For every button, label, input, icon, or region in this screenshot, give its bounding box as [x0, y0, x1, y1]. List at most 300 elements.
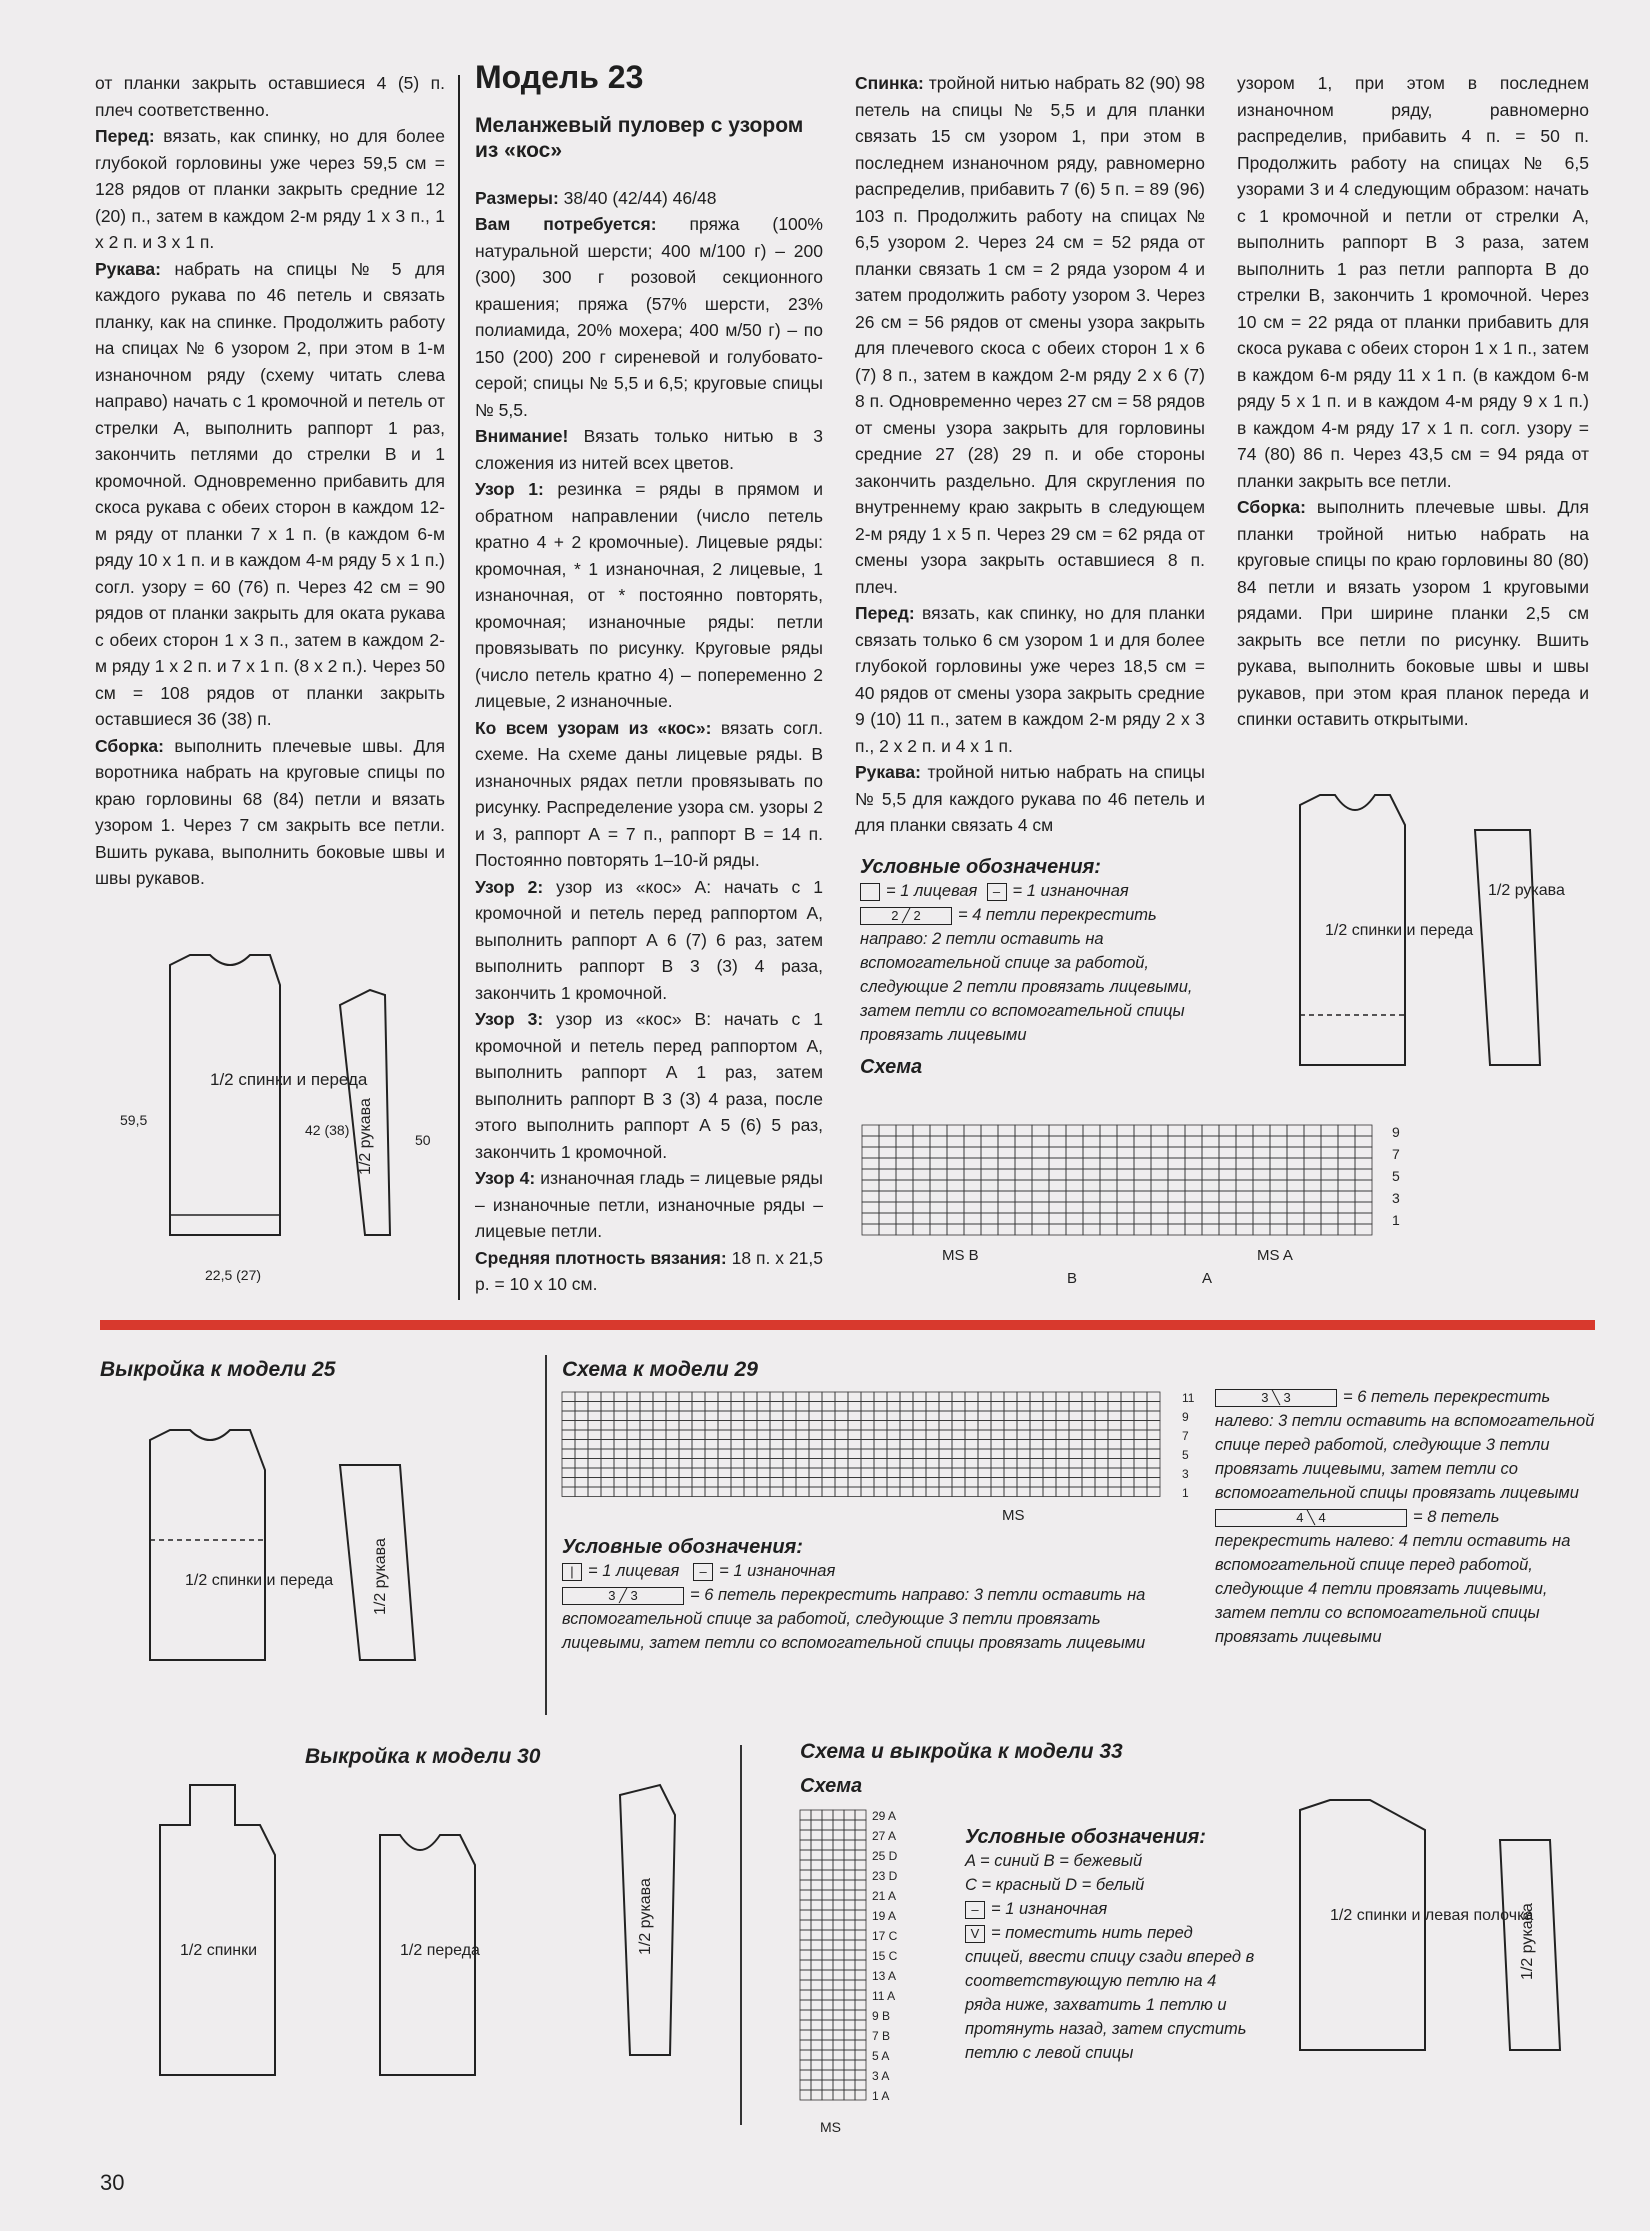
- chart29-cell: [965, 1449, 978, 1459]
- chart29-cell: [627, 1449, 640, 1459]
- chart29-cell: [1017, 1468, 1030, 1478]
- chart29-cell: [744, 1487, 757, 1497]
- model-title: Модель 23: [475, 59, 644, 95]
- chart29-cell: [1069, 1487, 1082, 1497]
- chart23-cell: [896, 1169, 913, 1180]
- chart33-cell: [800, 2010, 811, 2020]
- chart23-cell: [947, 1213, 964, 1224]
- chart29-cell: [965, 1459, 978, 1469]
- chart29-cell: [796, 1421, 809, 1431]
- chart23-cell: [1015, 1224, 1032, 1235]
- chart23-cell: [1355, 1191, 1372, 1202]
- chart29-cell: [1017, 1392, 1030, 1402]
- chart29-cell: [809, 1430, 822, 1440]
- chart29-cell: [692, 1440, 705, 1450]
- chart29-cell: [601, 1421, 614, 1431]
- chart29-cell: [1121, 1402, 1134, 1412]
- chart23-cell: [1355, 1224, 1372, 1235]
- chart23-row-label: 3: [1392, 1190, 1400, 1206]
- pattern-model33: [1270, 1750, 1600, 2090]
- chart29-cell: [770, 1487, 783, 1497]
- chart29-cell: [783, 1487, 796, 1497]
- chart33-cell: [800, 2050, 811, 2060]
- chart23-cell: [1100, 1191, 1117, 1202]
- chart23-cell: [879, 1224, 896, 1235]
- model30-piece3: 1/2 рукава: [637, 1878, 654, 1955]
- chart29-cell: [1108, 1440, 1121, 1450]
- chart29-cell: [809, 1411, 822, 1421]
- chart23-cell: [930, 1224, 947, 1235]
- chart33-cell: [855, 1950, 866, 1960]
- chart23-cell: [981, 1191, 998, 1202]
- chart23-cell: [1355, 1125, 1372, 1136]
- chart23-cell: [1100, 1202, 1117, 1213]
- chart29-cell: [1043, 1421, 1056, 1431]
- chart33-row-label: 25 D: [872, 1849, 898, 1863]
- chart23-cell: [998, 1136, 1015, 1147]
- chart29-cell: [653, 1468, 666, 1478]
- chart33-cell: [844, 1840, 855, 1850]
- chart29-cell: [900, 1459, 913, 1469]
- chart29-cell: [1030, 1430, 1043, 1440]
- pattern-model25: [100, 1400, 480, 1710]
- chart29-cell: [874, 1478, 887, 1488]
- chart33-cell: [844, 1860, 855, 1870]
- chart23-cell: [1253, 1158, 1270, 1169]
- chart23-cell: [1134, 1191, 1151, 1202]
- chart23-cell: [1168, 1147, 1185, 1158]
- chart29-cell: [1043, 1449, 1056, 1459]
- chart33-cell: [811, 2040, 822, 2050]
- chart29-cell: [588, 1392, 601, 1402]
- chart33-cell: [844, 1920, 855, 1930]
- chart23-cell: [1338, 1147, 1355, 1158]
- col1-p2-label: Перед:: [95, 126, 155, 146]
- chart29-cell: [939, 1421, 952, 1431]
- legend-model29-right: [1215, 1385, 1595, 1649]
- chart29-cell: [575, 1478, 588, 1488]
- chart29-cell: [1043, 1392, 1056, 1402]
- chart29-cell: [1030, 1487, 1043, 1497]
- chart29-cell: [939, 1440, 952, 1450]
- chart33-cell: [855, 1820, 866, 1830]
- column-4: [1237, 70, 1589, 733]
- chart23-cell: [1304, 1147, 1321, 1158]
- chart29-cell: [991, 1430, 1004, 1440]
- chart23-cell: [913, 1224, 930, 1235]
- chart29-cell: [965, 1478, 978, 1488]
- dim-22: 22,5 (27): [205, 1267, 262, 1283]
- chart23-cell: [1168, 1191, 1185, 1202]
- chart23-cell: [930, 1213, 947, 1224]
- chart29-cell: [757, 1487, 770, 1497]
- chart23-cell: [1321, 1169, 1338, 1180]
- chart29-cell: [1069, 1392, 1082, 1402]
- chart29-cell: [1004, 1392, 1017, 1402]
- chart33-cell: [833, 2070, 844, 2080]
- purl29-icon: –: [693, 1563, 713, 1581]
- chart33-cell: [800, 1840, 811, 1850]
- chart33-cell: [822, 1850, 833, 1860]
- chart29-cell: [822, 1402, 835, 1412]
- column-2: [475, 59, 824, 1298]
- chart23-cell: [1287, 1191, 1304, 1202]
- chart29-cell: [1121, 1487, 1134, 1497]
- chart29-cell: [627, 1459, 640, 1469]
- chart23-cell: [1253, 1136, 1270, 1147]
- chart29-cell: [1134, 1487, 1147, 1497]
- chart29-cell: [952, 1487, 965, 1497]
- chart23-cell: [1270, 1136, 1287, 1147]
- chart29-cell: [1043, 1478, 1056, 1488]
- chart23-cell: [1236, 1213, 1253, 1224]
- chart29-cell: [874, 1430, 887, 1440]
- chart23-cell: [1355, 1180, 1372, 1191]
- chart29-cell: [809, 1440, 822, 1450]
- chart29-cell: [991, 1478, 1004, 1488]
- dim-42: 42 (38): [305, 1122, 350, 1138]
- chart29-cell: [1017, 1430, 1030, 1440]
- chart33-cell: [833, 1920, 844, 1930]
- body-outline: [170, 955, 280, 1235]
- chart33-cell: [855, 2050, 866, 2060]
- chart33-cell: [844, 1980, 855, 1990]
- chart29-cell: [1108, 1487, 1121, 1497]
- chart29-cell: [913, 1392, 926, 1402]
- chart33-cell: [833, 1850, 844, 1860]
- chart29-cell: [575, 1402, 588, 1412]
- chart23-cell: [1100, 1147, 1117, 1158]
- chart23-cell: [913, 1169, 930, 1180]
- chart23-cell: [1151, 1224, 1168, 1235]
- chart23-cell: [896, 1202, 913, 1213]
- chart29-cell: [757, 1449, 770, 1459]
- chart33-cell: [811, 2020, 822, 2030]
- chart33-cell: [800, 1970, 811, 1980]
- chart29-cell: [1108, 1430, 1121, 1440]
- chart29-cell: [939, 1449, 952, 1459]
- chart33-cell: [833, 2040, 844, 2050]
- chart23-cell: [1168, 1180, 1185, 1191]
- chart23-cell: [947, 1136, 964, 1147]
- chart29-cell: [939, 1392, 952, 1402]
- chart33-cell: [822, 1870, 833, 1880]
- chart29-cell: [627, 1478, 640, 1488]
- chart29-cell: [939, 1459, 952, 1469]
- chart29-cell: [666, 1468, 679, 1478]
- chart33-cell: [833, 1950, 844, 1960]
- chart23-cell: [1253, 1169, 1270, 1180]
- chart29-cell: [666, 1430, 679, 1440]
- chart33-ms: MS: [820, 2119, 841, 2135]
- chart33-cell: [800, 1890, 811, 1900]
- chart33-cell: [822, 1920, 833, 1930]
- chart29-cell: [874, 1411, 887, 1421]
- chart33-row-label: 29 A: [872, 1809, 897, 1823]
- chart29-cell: [913, 1459, 926, 1469]
- legend-model23: [860, 855, 1215, 1079]
- chart29-cell: [1134, 1478, 1147, 1488]
- chart33-cell: [800, 1820, 811, 1830]
- chart33-cell: [844, 2070, 855, 2080]
- chart29-cell: [978, 1487, 991, 1497]
- chart33-cell: [822, 1930, 833, 1940]
- chart23-cell: [1338, 1213, 1355, 1224]
- chart33-cell: [855, 1980, 866, 1990]
- chart23-cell: [964, 1202, 981, 1213]
- chart33-row-label: 3 A: [872, 2069, 890, 2083]
- chart23-cell: [930, 1125, 947, 1136]
- chart29-cell: [588, 1430, 601, 1440]
- chart29-cell: [1147, 1440, 1160, 1450]
- chart23-cell: [1304, 1169, 1321, 1180]
- chart29-cell: [1069, 1468, 1082, 1478]
- chart33-row-label: 21 A: [872, 1889, 897, 1903]
- column-1: [95, 70, 445, 892]
- chart29-cell: [965, 1411, 978, 1421]
- model25-title: Выкройка к модели 25: [100, 1358, 336, 1381]
- u4-label: Узор 4:: [475, 1168, 536, 1188]
- chart29-cell: [1043, 1402, 1056, 1412]
- chart29-cell: [757, 1392, 770, 1402]
- need-label: Вам потребуется:: [475, 214, 657, 234]
- chart23-cell: [1032, 1147, 1049, 1158]
- chart29-cell: [1082, 1468, 1095, 1478]
- model30-title: Выкройка к модели 30: [305, 1745, 541, 1768]
- legend29-title: Условные обозначения:: [562, 1536, 803, 1558]
- chart29-cell: [718, 1392, 731, 1402]
- chart29-cell: [1095, 1392, 1108, 1402]
- chart29-cell: [783, 1468, 796, 1478]
- divider-30-33: [740, 1745, 742, 2125]
- col1-p4: выполнить плечевые швы. Для воротника набрать на круговые спицы по краю горловины 68 (84) петли и вязать узором 1. Через 7 см закрыть все петли. Вшить рукава, выполнить боковые швы и швы рукавов.: [95, 735, 445, 888]
- chart33-cell: [855, 1990, 866, 2000]
- chart23-cell: [964, 1136, 981, 1147]
- chart23-cell: [1338, 1125, 1355, 1136]
- chart23-cell: [930, 1169, 947, 1180]
- chart29-cell: [666, 1478, 679, 1488]
- chart23-cell: [862, 1224, 879, 1235]
- chart29-cell: [978, 1402, 991, 1412]
- chart29-cell: [874, 1487, 887, 1497]
- chart29-cell: [653, 1440, 666, 1450]
- body-label: 1/2 спинки и переда: [210, 1070, 368, 1089]
- chart29-cell: [874, 1468, 887, 1478]
- chart23-cell: [1270, 1213, 1287, 1224]
- chart29-cell: [1082, 1459, 1095, 1469]
- chart29-cell: [679, 1459, 692, 1469]
- chart29-cell: [939, 1468, 952, 1478]
- chart29-cell: [770, 1468, 783, 1478]
- chart33-cell: [844, 1890, 855, 1900]
- chart29-cell: [744, 1449, 757, 1459]
- chart29-cell: [913, 1421, 926, 1431]
- sizes-label: Размеры:: [475, 187, 559, 208]
- chart23-cell: [1202, 1136, 1219, 1147]
- chart29-cell: [809, 1487, 822, 1497]
- chart29-cell: [562, 1468, 575, 1478]
- chart33-cell: [833, 1910, 844, 1920]
- chart29-cell: [1121, 1449, 1134, 1459]
- chart29-cell: [718, 1430, 731, 1440]
- legend33-colors2: C = красный D = белый: [965, 1876, 1145, 1894]
- chart29-cell: [1108, 1459, 1121, 1469]
- chart23-cell: [1338, 1158, 1355, 1169]
- chart23-cell: [1066, 1158, 1083, 1169]
- chart29-cell: [900, 1392, 913, 1402]
- chart29-cell: [601, 1411, 614, 1421]
- chart29-cell: [926, 1468, 939, 1478]
- chart23-cell: [930, 1180, 947, 1191]
- chart33-cell: [833, 2000, 844, 2010]
- chart23-cell: [1185, 1213, 1202, 1224]
- chart29-cell: [718, 1459, 731, 1469]
- chart23-cell: [998, 1191, 1015, 1202]
- chart29-cell: [679, 1421, 692, 1431]
- chart29-cell: [653, 1392, 666, 1402]
- chart29-cell: [1030, 1459, 1043, 1469]
- chart33-cell: [800, 2090, 811, 2100]
- chart29-cell: [1017, 1449, 1030, 1459]
- chart29-cell: [978, 1430, 991, 1440]
- chart29-cell: [744, 1392, 757, 1402]
- chart23-cell: [964, 1125, 981, 1136]
- chart29-cell: [731, 1468, 744, 1478]
- chart29-cell: [601, 1478, 614, 1488]
- chart23-cell: [1083, 1136, 1100, 1147]
- chart29-cell: [848, 1402, 861, 1412]
- chart29-cell: [809, 1421, 822, 1431]
- chart33-cell: [822, 2040, 833, 2050]
- chart33-cell: [855, 1830, 866, 1840]
- chart29-cell: [835, 1430, 848, 1440]
- chart29-cell: [835, 1421, 848, 1431]
- chart29-cell: [718, 1402, 731, 1412]
- chart23-cell: [1032, 1224, 1049, 1235]
- chart33-cell: [822, 1880, 833, 1890]
- chart29-cell: [588, 1459, 601, 1469]
- chart33-cell: [811, 1920, 822, 1930]
- chart29-cell: [640, 1468, 653, 1478]
- chart33-row-label: 23 D: [872, 1869, 898, 1883]
- chart23-cell: [1083, 1125, 1100, 1136]
- chart33-cell: [822, 1900, 833, 1910]
- chart29-cell: [1004, 1411, 1017, 1421]
- chart29-cell: [640, 1402, 653, 1412]
- chart23-cell: [1219, 1158, 1236, 1169]
- chart23-cell: [1304, 1213, 1321, 1224]
- chart33-cell: [822, 2080, 833, 2090]
- chart29-row-label: 5: [1182, 1448, 1189, 1462]
- chart23-cell: [1151, 1158, 1168, 1169]
- chart23-cell: [1338, 1191, 1355, 1202]
- chart29-cell: [1069, 1459, 1082, 1469]
- chart23-cell: [1304, 1202, 1321, 1213]
- chart23-cell: [1287, 1180, 1304, 1191]
- chart29-cell: [822, 1449, 835, 1459]
- chart23-cell: [1032, 1180, 1049, 1191]
- chart23-cell: [1219, 1213, 1236, 1224]
- chart29-cell: [861, 1459, 874, 1469]
- chart29-cell: [757, 1421, 770, 1431]
- chart29-cell: [900, 1449, 913, 1459]
- chart29-cell: [1082, 1449, 1095, 1459]
- chart29-cell: [757, 1402, 770, 1412]
- chart29-cell: [562, 1402, 575, 1412]
- chart29-cell: [1108, 1392, 1121, 1402]
- sleeve-label: 1/2 рукава: [357, 1098, 374, 1175]
- chart29-cell: [770, 1392, 783, 1402]
- chart23-cell: [1304, 1136, 1321, 1147]
- chart29-cell: [1134, 1402, 1147, 1412]
- chart23-cell: [1066, 1180, 1083, 1191]
- chart29-cell: [770, 1449, 783, 1459]
- chart29-cell: [705, 1487, 718, 1497]
- chart29-cell: [835, 1487, 848, 1497]
- chart33-cell: [822, 1940, 833, 1950]
- chart33-cell: [844, 1960, 855, 1970]
- chart29-cell: [1082, 1440, 1095, 1450]
- chart29-cell: [926, 1459, 939, 1469]
- chart29-cell: [874, 1459, 887, 1469]
- chart29-cell: [796, 1449, 809, 1459]
- chart29-cell: [887, 1440, 900, 1450]
- model29-title: Схема к модели 29: [562, 1358, 758, 1381]
- chart23-cell: [862, 1125, 879, 1136]
- chart23-cell: [1287, 1213, 1304, 1224]
- chart29-cell: [991, 1449, 1004, 1459]
- chart23-cell: [1083, 1213, 1100, 1224]
- chart23-cell: [1117, 1180, 1134, 1191]
- all-value: вязать согл. схеме. На схеме даны лицевые ряды. В изнаночных рядах петли провязывать по рисунку. Распределение узора см. узоры 2 и 3, раппорт А = 7 п., раппорт В = 14 п. Постоянно повторять 1–10-й ряды.: [475, 717, 823, 870]
- chart23-cell: [879, 1158, 896, 1169]
- chart29-cell: [770, 1402, 783, 1412]
- chart29-cell: [796, 1430, 809, 1440]
- model33-body-outline: [1300, 1800, 1425, 2050]
- chart29-cell: [939, 1478, 952, 1488]
- chart23-cell: [879, 1202, 896, 1213]
- chart29-cell: [991, 1459, 1004, 1469]
- chart29-cell: [783, 1478, 796, 1488]
- chart23-cell: [1032, 1169, 1049, 1180]
- chart29-cell: [978, 1392, 991, 1402]
- chart29-cell: [562, 1411, 575, 1421]
- chart23-cell: [1321, 1147, 1338, 1158]
- chart23-cell: [879, 1191, 896, 1202]
- chart29-cell: [796, 1392, 809, 1402]
- chart23-cell: [998, 1158, 1015, 1169]
- model33-title: Схема и выкройка к модели 33: [800, 1740, 1123, 1763]
- chart23-cell: [1287, 1202, 1304, 1213]
- chart29-cell: [965, 1402, 978, 1412]
- chart33-cell: [800, 1860, 811, 1870]
- chart29-cell: [861, 1468, 874, 1478]
- chart33-row-label: 9 B: [872, 2009, 891, 2023]
- chart23-cell: [1117, 1202, 1134, 1213]
- chart33-cell: [822, 1980, 833, 1990]
- chart29-cell: [653, 1411, 666, 1421]
- chart23-cell: [1253, 1191, 1270, 1202]
- chart29-cell: [874, 1449, 887, 1459]
- chart29-cell: [1095, 1411, 1108, 1421]
- chart23-cell: [1185, 1147, 1202, 1158]
- chart29-cell: [952, 1411, 965, 1421]
- chart29-cell: [822, 1459, 835, 1469]
- chart23-cell: [1032, 1125, 1049, 1136]
- chart29-cell: [601, 1440, 614, 1450]
- chart29-cell: [874, 1440, 887, 1450]
- chart29-cell: [848, 1487, 861, 1497]
